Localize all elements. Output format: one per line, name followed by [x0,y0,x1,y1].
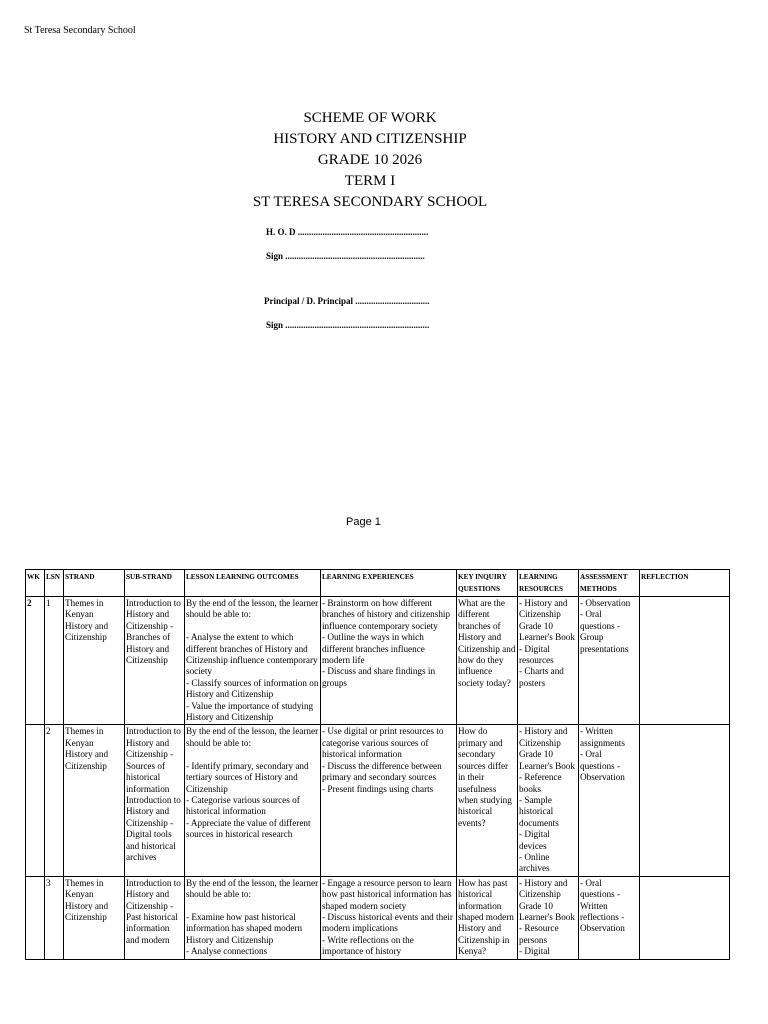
cell-lsn: 3 [45,876,64,959]
cell-resources [518,725,579,876]
outcome-line: - Analyse connections [186,946,268,957]
assessment-line: - Oral questions - Observation [580,749,625,783]
cell-reflection [640,597,730,725]
cell-experiences [321,597,457,725]
col-header-outcomes: LESSON LEARNING OUTCOMES [185,570,321,597]
hod-sign-line: Sign .............................................................. [266,251,425,261]
col-header-wk: WK [26,570,45,597]
outcome-line: - Analyse the extent to which different branches of History and Citizenship influence contemporary society [186,632,318,677]
outcome-line: By the end of the lesson, the learner should be able to: [186,877,319,900]
assessment-line: - Oral questions - Written reflections - Observation [580,877,625,934]
resource-line: - Charts and posters [519,666,564,688]
col-header-assessment: ASSESSMENT METHODS [579,570,640,597]
experience-line: - Discuss and share findings in groups [322,666,436,688]
title-line-term: TERM I [344,173,396,189]
col-header-lsn: LSN [45,570,64,597]
col-header-questions: KEY INQUIRY QUESTIONS [457,570,518,597]
table-header-row [26,570,730,597]
assessment-line: - Observation [580,598,631,608]
cell-questions: How do primary and secondary sources differ in their usefulness when studying historical events? [457,725,518,876]
experience-line: - Discuss the difference between primary and secondary sources [322,760,442,783]
resource-line: - History and Citizenship Grade 10 Learner's Book [519,726,575,771]
outcome-line: - Identify primary, secondary and tertiary sources of History and Citizenship [186,760,309,794]
cell-experiences [321,725,457,876]
experience-line: - Brainstorm on how different branches of history and citizenship influence contemporary society [322,598,451,631]
cell-assessment [579,876,640,959]
resource-line: - History and Citizenship Grade 10 Learner's Book [519,598,575,643]
resource-line: - Digital [519,946,550,957]
cell-sub-strand: Introduction to History and Citizenship - Past historical information and modern [125,876,185,959]
experience-line: - Engage a resource person to learn how past historical information has shaped modern society [322,877,452,911]
cell-assessment [579,725,640,876]
cell-wk [26,725,45,876]
cell-lsn: 1 [45,597,64,725]
cell-strand: Themes in Kenyan History and Citizenship [64,725,125,876]
experience-line: - Outline the ways in which different branches influence modern life [322,632,425,666]
assessment-line: - Written assignments [580,726,625,748]
cell-strand: Themes in Kenyan History and Citizenship [64,876,125,959]
cell-reflection [640,876,730,959]
cell-questions: How has past historical information shaped modern History and Citizenship in Kenya? [457,876,518,959]
resource-line: - Digital resources [519,643,554,666]
col-header-resources: LEARNING RESOURCES [518,570,579,597]
cell-assessment [579,597,640,725]
cell-strand: Themes in Kenyan History and Citizenship [64,597,125,725]
outcome-line: - Appreciate the value of different sources in historical research [186,817,311,840]
col-header-strand: STRAND [64,570,125,597]
resource-line: - History and Citizenship Grade 10 Learner's Book [519,877,575,922]
scheme-table [25,569,730,960]
cell-questions: What are the different branches of History and Citizenship and how do they influence society today? [457,597,518,725]
cell-experiences [321,876,457,959]
assessment-line: - Oral questions - Group presentations [580,609,629,654]
resource-line: - Sample historical documents [519,794,559,828]
outcome-line [186,901,319,912]
title-line-grade: GRADE 10 2026 [317,152,423,168]
cell-outcomes [185,725,321,876]
title-line-subject: HISTORY AND CITIZENSHIP [273,131,467,147]
experience-line: - Use digital or print resources to categorise various sources of historical information [322,726,444,760]
experience-line: - Discuss historical events and their modern implications [322,911,453,934]
principal-line: Principal / D. Principal ................................. [264,296,430,306]
running-header: St Teresa Secondary School [24,25,136,36]
document-title [0,108,740,213]
cell-outcomes [185,597,321,725]
principal-sign-line: Sign ................................................................ [266,320,430,330]
resource-line: - Digital devices [519,829,550,851]
cell-resources [518,876,579,959]
page-number: Page 1 [346,516,381,528]
outcome-line [186,749,319,760]
table-row [26,876,730,959]
experience-line: - Write reflections on the importance of history [322,934,414,957]
resource-line: - Online archives [519,851,550,874]
col-header-reflection: REFLECTION [640,570,730,597]
cell-sub-strand: Introduction to History and Citizenship - Branches of History and Citizenship [125,597,185,725]
cell-lsn: 2 [45,725,64,876]
hod-line: H. O. D .......................................................... [266,227,429,237]
outcome-line: - Value the importance of studying History and Citizenship [186,700,314,723]
col-header-experiences: LEARNING EXPERIENCES [321,570,457,597]
outcome-line: By the end of the lesson, the learner should be able to: [186,726,319,748]
experience-line: - Present findings using charts [322,783,434,794]
resource-line: - Reference books [519,772,562,794]
cell-wk [26,876,45,959]
outcome-line: By the end of the lesson, the learner should be able to: [186,598,319,620]
col-header-sub-strand: SUB-STRAND [125,570,185,597]
cell-outcomes [185,876,321,959]
outcome-line: - Examine how past historical information has shaped modern History and Citizenship [186,911,303,945]
table-row [26,725,730,876]
outcome-line: - Classify sources of information on History and Citizenship [186,677,319,700]
resource-line: - Resource persons [519,923,559,945]
title-line-school: ST TERESA SECONDARY SCHOOL [252,194,488,210]
cell-sub-strand: Introduction to History and Citizenship - Sources of historical information Introduction to History and Citizenship - Digital tools and historical archives [125,725,185,876]
table-row [26,597,730,725]
cell-wk: 2 [26,597,45,725]
cell-resources [518,597,579,725]
cell-reflection [640,725,730,876]
outcome-line [186,621,319,632]
outcome-line: - Categorise various sources of historical information [186,794,300,817]
title-line-scheme: SCHEME OF WORK [303,110,437,126]
